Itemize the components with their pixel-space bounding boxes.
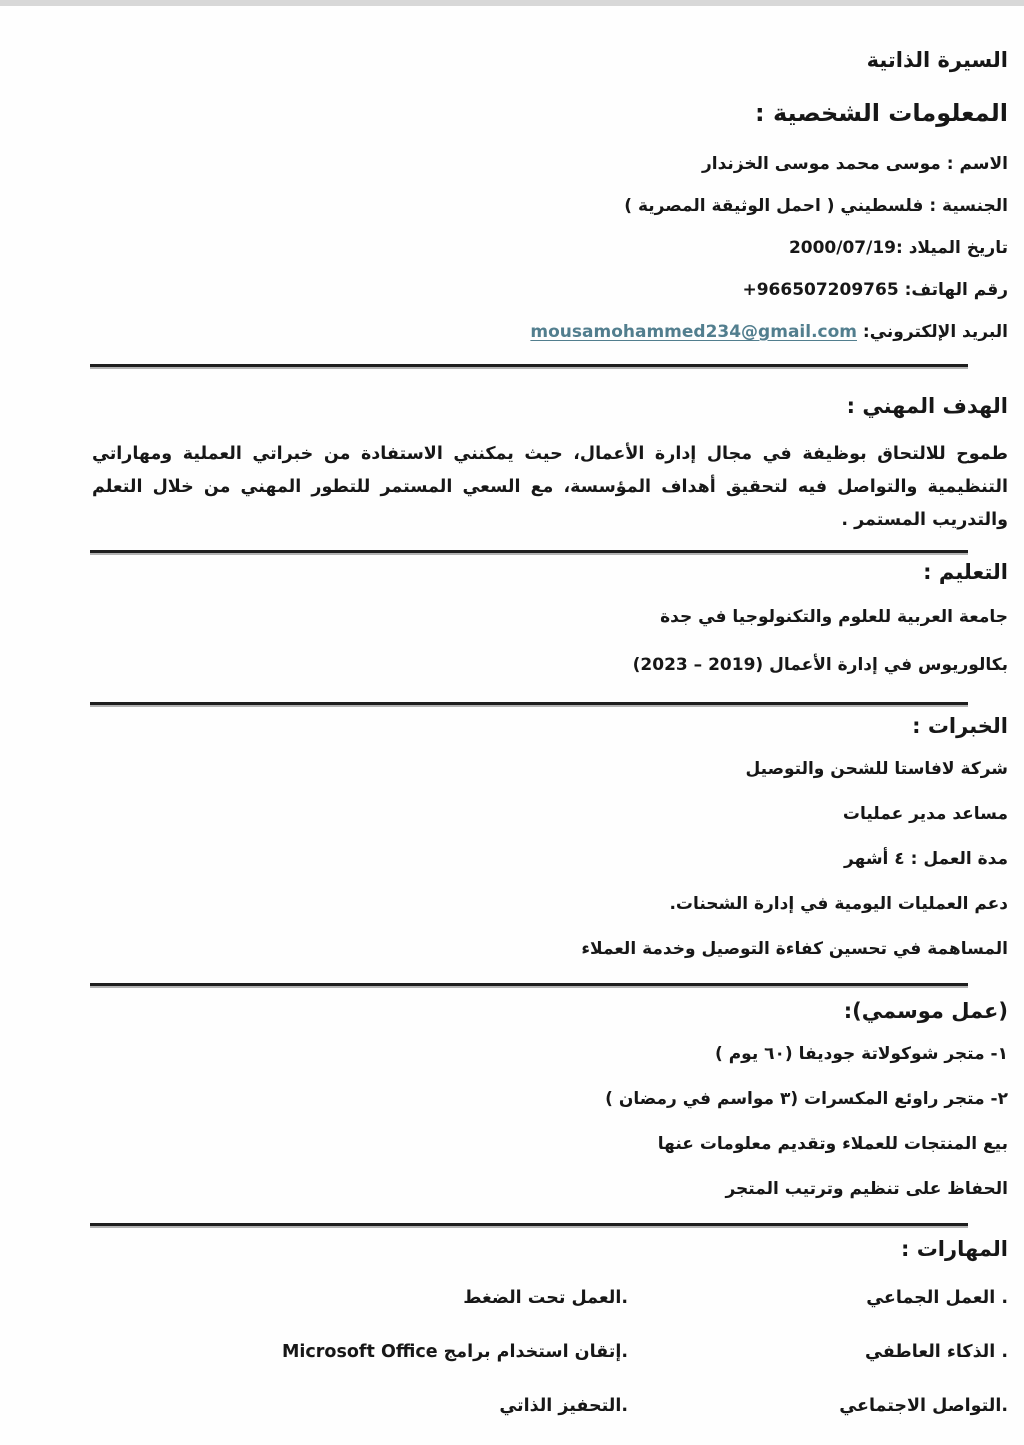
skills-row: [92, 1341, 1008, 1364]
skill-social-communication: .التواصل الاجتماعي: [839, 1396, 1008, 1416]
seasonal-work-lines: [92, 1043, 1008, 1200]
nationality-field: [92, 196, 1008, 216]
section-divider: [90, 1223, 968, 1226]
email-field: [92, 322, 1008, 342]
skill-emotional-intelligence: . الذكاء العاطفي: [864, 1342, 1008, 1362]
personal-info-heading: المعلومات الشخصية :: [755, 99, 1008, 127]
experience-heading: الخبرات :: [912, 714, 1008, 738]
objective-text: طموح للالتحاق بوظيفة في مجال إدارة الأعمال، حيث يمكنني الاستفادة من خبراتي العملية ومهاراتي التنظيمية والتواصل فيه لتحقيق أهداف المؤسسة، مع السعي المستمر للتطور المهني من خلال التعلم والتدريب المستمر .: [92, 444, 1008, 530]
name-label: الاسم :: [946, 154, 1008, 174]
phone-field: [92, 280, 1008, 300]
seasonal-duty-1: بيع المنتجات للعملاء وتقديم معلومات عنها: [657, 1134, 1008, 1154]
skill-microsoft-office: .إتقان استخدام برامج Microsoft Office: [282, 1342, 628, 1362]
education-university: جامعة العربية للعلوم والتكنولوجيا في جدة: [660, 607, 1008, 627]
skill-teamwork: . العمل الجماعي: [866, 1288, 1008, 1308]
name-field: [92, 154, 1008, 174]
phone-value: +966507209765: [742, 280, 899, 300]
nationality-value: فلسطيني ( احمل الوثيقة المصرية ): [624, 196, 924, 216]
seasonal-item-2: ٢- متجر راوئع المكسرات (٣ مواسم في رمضان ): [605, 1089, 1008, 1109]
experience-duty-2: المساهمة في تحسين كفاءة التوصيل وخدمة العملاء: [581, 939, 1008, 959]
education-degree: بكالوريوس في إدارة الأعمال (2019 – 2023): [632, 655, 1008, 675]
phone-label: رقم الهاتف:: [904, 280, 1008, 300]
section-divider: [90, 702, 968, 705]
personal-info-fields: [92, 154, 1008, 342]
birthdate-label: تاريخ الميلاد :: [895, 238, 1008, 258]
email-label: البريد الإلكتروني:: [862, 322, 1008, 342]
objective-heading: الهدف المهني :: [846, 394, 1008, 418]
skills-row: [92, 1287, 1008, 1310]
section-divider: [90, 983, 968, 986]
skills-row: [92, 1395, 1008, 1418]
skill-self-motivation: .التحفيز الذاتي: [499, 1396, 628, 1416]
experience-lines: [92, 758, 1008, 960]
birthdate-value: 2000/07/19: [788, 238, 896, 258]
skills-heading: المهارات :: [900, 1237, 1008, 1261]
skill-work-under-pressure: .العمل تحت الضغط: [463, 1288, 628, 1308]
section-divider: [90, 364, 968, 367]
scan-edge-strip: [0, 0, 1024, 6]
document-title: السيرة الذاتية: [866, 48, 1008, 72]
email-link[interactable]: mousamohammed234@gmail.com: [530, 322, 857, 342]
education-heading: التعليم :: [923, 560, 1008, 584]
seasonal-duty-2: الحفاظ على تنظيم وترتيب المتجر: [725, 1179, 1008, 1199]
experience-role: مساعد مدير عمليات: [842, 804, 1008, 824]
experience-duty-1: دعم العمليات اليومية في إدارة الشحنات.: [669, 894, 1008, 914]
experience-company: شركة لافاستا للشحن والتوصيل: [745, 759, 1008, 779]
skills-list: [92, 1287, 1008, 1418]
seasonal-work-heading: (عمل موسمي):: [843, 999, 1008, 1023]
seasonal-item-1: ١- متجر شوكولاتة جوديفا (٦٠ يوم ): [715, 1044, 1008, 1064]
experience-duration: مدة العمل : ٤ أشهر: [844, 849, 1008, 869]
nationality-label: الجنسية :: [929, 196, 1008, 216]
birthdate-field: [92, 238, 1008, 258]
name-value: موسى محمد موسى الخزندار: [702, 154, 941, 174]
section-divider: [90, 550, 968, 553]
